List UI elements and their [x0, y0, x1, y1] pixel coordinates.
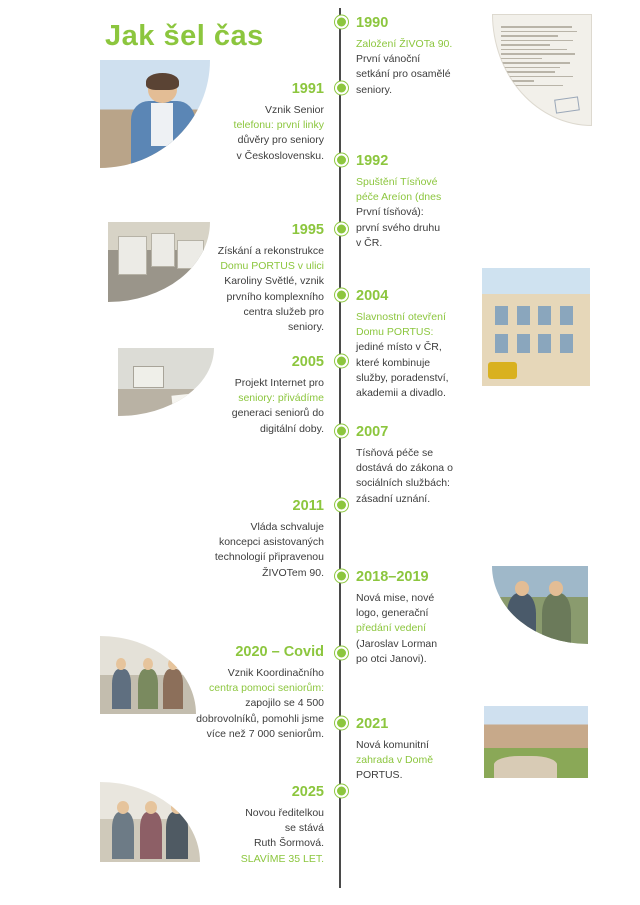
timeline-node-2011 [335, 499, 348, 512]
entry-text [176, 103, 324, 164]
entry-line: péče Areíon (dnes [356, 191, 442, 204]
entry-text [138, 666, 324, 742]
entry-year: 2004 [356, 288, 389, 304]
timeline-node-1990 [335, 16, 348, 29]
timeline-node-2018 [335, 570, 348, 583]
entry-line: služby, poradenství, [356, 371, 449, 384]
entry-line: Slavnostní otevření [356, 310, 446, 323]
entry-line: zahrada v Domě [356, 754, 434, 767]
timeline-entry-1991 [176, 82, 324, 164]
entry-line: Domu PORTUS v ulici [220, 260, 324, 273]
entry-text [176, 806, 324, 867]
entry-line: sociálních službách: [356, 477, 450, 490]
entry-line: Spuštění Tísňové [356, 175, 438, 188]
entry-line: Nová komunitní [356, 738, 429, 751]
photo-document-1990 [492, 14, 592, 126]
entry-line: zapojilo se 4 500 [245, 697, 324, 710]
entry-text [176, 376, 324, 437]
entry-line: důvěry pro seniory [237, 134, 324, 147]
entry-line: jediné místo v ČR, [356, 341, 442, 354]
entry-line: SLAVÍME 35 LET. [240, 852, 324, 865]
entry-line: digitální doby. [259, 422, 324, 435]
entry-text [356, 738, 504, 784]
timeline-entry-2025 [176, 785, 324, 867]
entry-line: které kombinuje [356, 356, 431, 369]
entry-line: více než 7 000 seniorům. [206, 727, 324, 740]
entry-line: prvního komplexního [226, 290, 324, 303]
entry-line: Novou ředitelkou [245, 806, 324, 819]
entry-year: 2007 [356, 424, 389, 440]
entry-line: Vláda schvaluje [250, 520, 324, 533]
timeline-node-1992 [335, 154, 348, 167]
timeline-node-2004 [335, 289, 348, 302]
timeline-entry-2007 [356, 425, 504, 507]
timeline-entry-1990 [356, 16, 504, 98]
entry-line: akademii a divadlo. [356, 387, 446, 400]
entry-line: První vánoční [356, 53, 421, 66]
entry-line: První tísňová): [356, 206, 424, 219]
timeline-node-2007 [335, 425, 348, 438]
timeline-node-2005 [335, 355, 348, 368]
timeline-node-1995 [335, 223, 348, 236]
entry-text [176, 244, 324, 335]
entry-line: logo, generační [356, 607, 429, 620]
entry-year: 1991 [291, 81, 324, 97]
entry-line: se stává [284, 822, 324, 835]
entry-line: v Československu. [236, 149, 324, 162]
entry-text [356, 591, 504, 667]
timeline-entry-1992 [356, 154, 504, 251]
entry-line: koncepci asistovaných [218, 536, 324, 549]
entry-line: v ČR. [356, 236, 383, 249]
entry-line: Domu PORTUS: [356, 326, 434, 339]
entry-line: centra služeb pro [243, 305, 324, 318]
timeline-entry-1995 [176, 223, 324, 335]
entry-line: seniory. [356, 83, 392, 96]
page-title: Jak šel čas [105, 20, 264, 52]
timeline-node-2025 [335, 785, 348, 798]
entry-line: po otci Janovi). [356, 652, 427, 665]
timeline-node-2021 [335, 717, 348, 730]
entry-line: seniory. [288, 321, 324, 334]
entry-line: Získání a rekonstrukce [217, 244, 324, 257]
entry-line: Vznik Senior [265, 103, 324, 116]
entry-line: Nová mise, nové [356, 591, 435, 604]
entry-year: 1995 [291, 222, 324, 238]
entry-line: generaci seniorů do [231, 407, 324, 420]
entry-line: Tísňová péče se [356, 446, 434, 459]
timeline-entry-2021 [356, 717, 504, 784]
timeline-entry-2005 [176, 355, 324, 437]
entry-text [356, 175, 504, 251]
entry-line: (Jaroslav Lorman [356, 637, 438, 650]
entry-year: 2021 [356, 716, 389, 732]
entry-year: 2025 [291, 784, 324, 800]
entry-year: 2005 [291, 354, 324, 370]
entry-line: Karoliny Světlé, vznik [224, 275, 324, 288]
entry-text [356, 310, 504, 401]
entry-line: dostává do zákona o [356, 462, 453, 475]
entry-line: první svého druhu [356, 221, 441, 234]
entry-year: 2018–2019 [356, 569, 429, 585]
timeline-node-2020 [335, 647, 348, 660]
entry-line: seniory: přivádíme [238, 392, 324, 405]
entry-line: Vznik Koordinačního [227, 666, 324, 679]
timeline-entry-2020 [138, 645, 324, 742]
timeline-axis [339, 8, 341, 888]
entry-line: telefonu: první linky [233, 119, 324, 132]
entry-line: technologií připravenou [214, 551, 324, 564]
entry-line: PORTUS. [356, 769, 403, 782]
entry-line: předání vedení [356, 622, 427, 635]
entry-line: centra pomoci seniorům: [209, 682, 324, 695]
entry-year: 1990 [356, 15, 389, 31]
photo-two-men-2018 [492, 566, 588, 644]
timeline-node-1991 [335, 82, 348, 95]
entry-line: Ruth Šormová. [253, 837, 324, 850]
entry-line: Založení ŽIVOTa 90. [356, 37, 453, 50]
entry-text [356, 37, 504, 98]
entry-year: 1992 [356, 153, 389, 169]
entry-line: Projekt Internet pro [234, 376, 324, 389]
entry-line: setkání pro osamělé [356, 68, 451, 81]
entry-year: 2020 – Covid [235, 644, 324, 660]
entry-text [356, 446, 504, 507]
entry-line: ŽIVOTem 90. [262, 566, 324, 579]
timeline-entry-2018-2019 [356, 570, 504, 667]
entry-year: 2011 [292, 498, 324, 514]
entry-line: zásadní uznání. [356, 492, 431, 505]
entry-text [156, 520, 324, 581]
timeline-entry-2011 [156, 499, 324, 581]
entry-line: dobrovolníků, pomohli jsme [196, 712, 324, 725]
timeline-entry-2004 [356, 289, 504, 401]
